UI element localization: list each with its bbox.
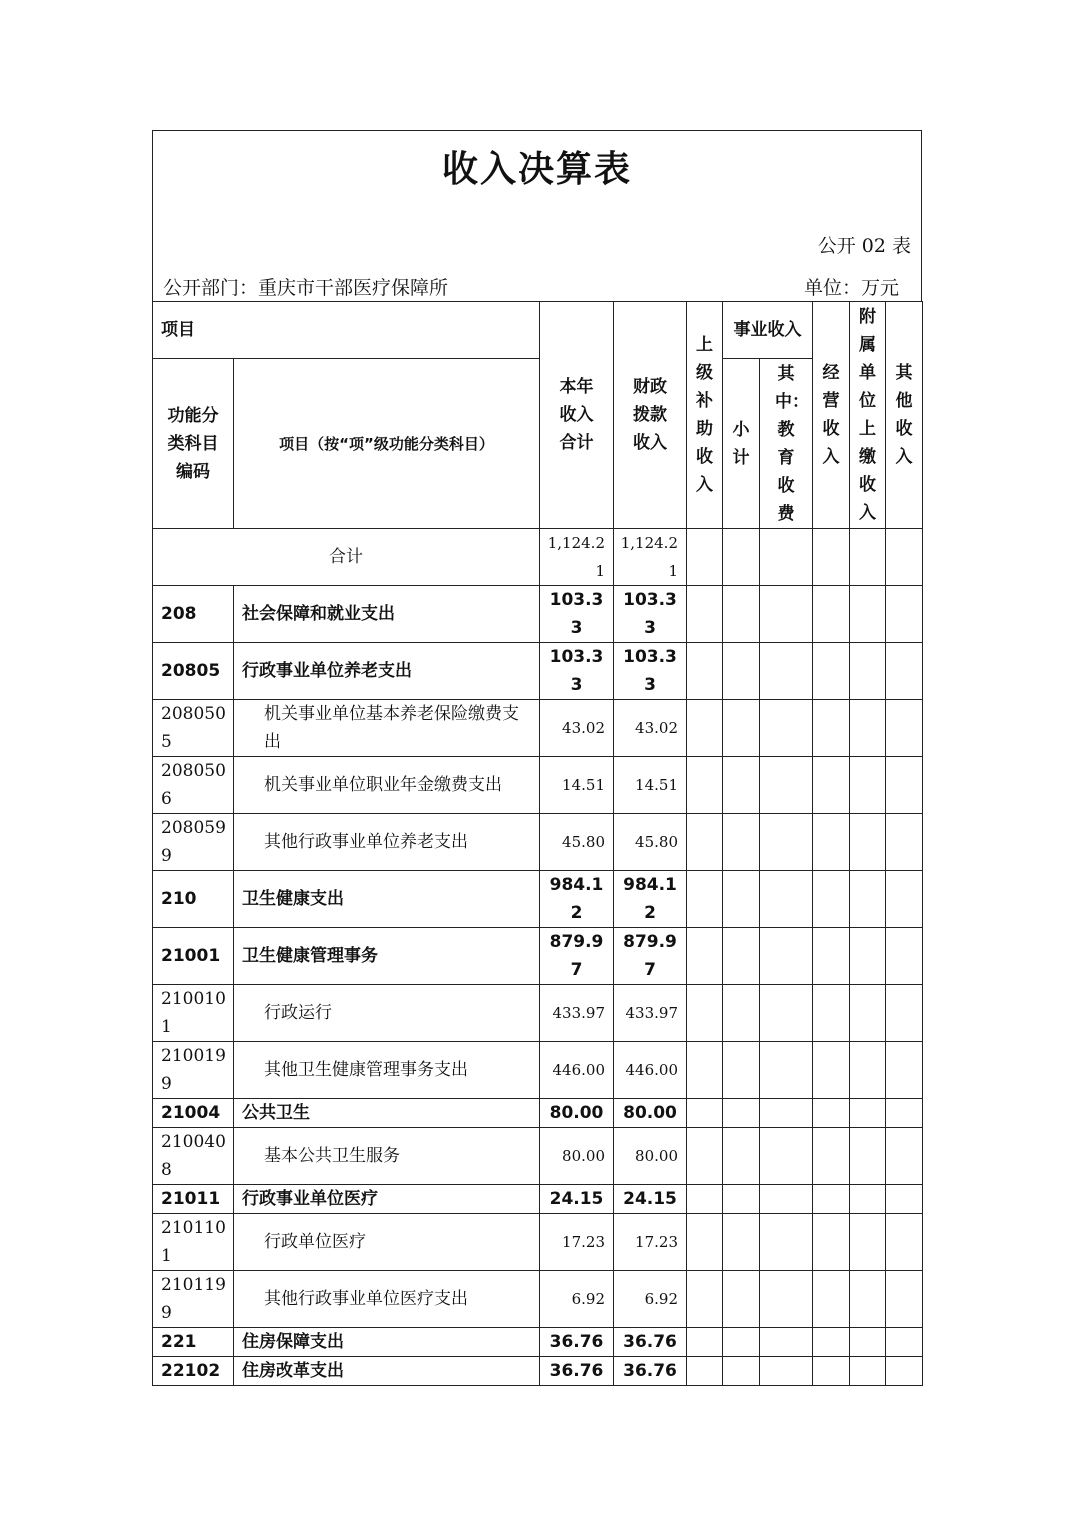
row-fiscal: 80.00 [614, 1099, 687, 1128]
empty-cell [850, 757, 886, 814]
empty-cell [813, 1214, 850, 1271]
row-total: 984.12 [540, 871, 614, 928]
empty-cell [886, 643, 923, 700]
row-fiscal: 103.33 [614, 643, 687, 700]
empty-cell [687, 586, 723, 643]
header-other-income: 其他收入 [886, 302, 923, 529]
table-row [153, 1042, 923, 1099]
row-total: 36.76 [540, 1328, 614, 1357]
empty-cell [813, 1328, 850, 1357]
row-fiscal: 17.23 [614, 1214, 687, 1271]
empty-cell [850, 700, 886, 757]
empty-cell [760, 814, 813, 871]
table-row [153, 586, 923, 643]
table-body [153, 586, 923, 1386]
empty-cell [850, 871, 886, 928]
empty-cell [687, 1271, 723, 1328]
empty-cell [886, 928, 923, 985]
table-row [153, 1185, 923, 1214]
row-total: 446.00 [540, 1042, 614, 1099]
row-fiscal: 446.00 [614, 1042, 687, 1099]
empty-cell [813, 1042, 850, 1099]
row-name: 住房保障支出 [234, 1328, 540, 1357]
empty-cell [723, 586, 760, 643]
row-name: 其他卫生健康管理事务支出 [234, 1042, 540, 1099]
row-total: 24.15 [540, 1185, 614, 1214]
row-total: 80.00 [540, 1099, 614, 1128]
row-code: 22102 [153, 1357, 234, 1386]
table-row [153, 1357, 923, 1386]
header-education-fees: 其中：教育收费 [760, 359, 813, 529]
empty-cell [723, 1185, 760, 1214]
empty-cell [850, 1128, 886, 1185]
empty-cell [723, 1357, 760, 1386]
empty-cell [813, 1099, 850, 1128]
row-total: 879.97 [540, 928, 614, 985]
row-name: 机关事业单位职业年金缴费支出 [234, 757, 540, 814]
empty-cell [723, 643, 760, 700]
empty-cell [687, 757, 723, 814]
table-row [153, 700, 923, 757]
empty-cell [723, 1128, 760, 1185]
empty-cell [850, 1271, 886, 1328]
empty-cell [687, 1185, 723, 1214]
empty-cell [760, 1099, 813, 1128]
row-code: 210 [153, 871, 234, 928]
empty-cell [760, 1357, 813, 1386]
empty-cell [886, 1214, 923, 1271]
table-row [153, 1271, 923, 1328]
row-name: 行政事业单位医疗 [234, 1185, 540, 1214]
row-name: 卫生健康管理事务 [234, 928, 540, 985]
row-total: 6.92 [540, 1271, 614, 1328]
empty-cell [850, 985, 886, 1042]
empty-cell [886, 586, 923, 643]
empty-cell [886, 1271, 923, 1328]
empty-cell [850, 1357, 886, 1386]
total-label: 合计 [153, 529, 540, 586]
row-fiscal: 36.76 [614, 1357, 687, 1386]
empty-cell [760, 1042, 813, 1099]
empty-cell [886, 757, 923, 814]
header-affiliate-income: 附属单位上缴收入 [850, 302, 886, 529]
total-fiscal-value: 1,124.21 [614, 529, 687, 586]
header-fiscal-income: 财政拨款收入 [614, 302, 687, 529]
header-subtotal: 小计 [723, 359, 760, 529]
table-row [153, 643, 923, 700]
table-row [153, 871, 923, 928]
header-project: 项目 [153, 302, 540, 359]
empty-cell [760, 1271, 813, 1328]
empty-cell [723, 871, 760, 928]
empty-cell [723, 814, 760, 871]
empty-cell [723, 1099, 760, 1128]
empty-cell [886, 985, 923, 1042]
row-name: 机关事业单位基本养老保险缴费支出 [234, 700, 540, 757]
empty-cell [886, 700, 923, 757]
row-code: 20805 [153, 643, 234, 700]
header-function-code: 功能分类科目编码 [153, 359, 234, 529]
empty-cell [760, 757, 813, 814]
row-code: 2100408 [153, 1128, 234, 1185]
empty-cell [886, 1357, 923, 1386]
header-superior-subsidy: 上级补助收入 [687, 302, 723, 529]
row-code: 208 [153, 586, 234, 643]
row-code: 221 [153, 1328, 234, 1357]
sheet-header [152, 130, 922, 301]
empty-cell [687, 1357, 723, 1386]
row-code: 2100199 [153, 1042, 234, 1099]
empty-cell [687, 1128, 723, 1185]
empty-cell [760, 985, 813, 1042]
empty-cell [886, 814, 923, 871]
row-name: 基本公共卫生服务 [234, 1128, 540, 1185]
form-number: 公开 02 表 [817, 235, 911, 257]
row-fiscal: 43.02 [614, 700, 687, 757]
row-code: 21001 [153, 928, 234, 985]
empty-cell [687, 871, 723, 928]
row-total: 17.23 [540, 1214, 614, 1271]
table-row [153, 1099, 923, 1128]
empty-cell [760, 1214, 813, 1271]
row-total: 80.00 [540, 1128, 614, 1185]
empty-cell [760, 586, 813, 643]
table-row [153, 757, 923, 814]
empty-cell [760, 1128, 813, 1185]
empty-cell [687, 643, 723, 700]
empty-cell [886, 1099, 923, 1128]
row-code: 2080505 [153, 700, 234, 757]
empty-cell [687, 814, 723, 871]
row-code: 2080599 [153, 814, 234, 871]
empty-cell [813, 928, 850, 985]
income-table [152, 301, 923, 1386]
empty-cell [850, 586, 886, 643]
table-row [153, 928, 923, 985]
empty-cell [813, 1128, 850, 1185]
empty-cell [850, 928, 886, 985]
row-total: 103.33 [540, 586, 614, 643]
row-fiscal: 433.97 [614, 985, 687, 1042]
empty-cell [760, 643, 813, 700]
row-code: 2101199 [153, 1271, 234, 1328]
empty-cell [813, 1357, 850, 1386]
unit-label: 单位：万元 [803, 277, 899, 299]
row-name: 其他行政事业单位养老支出 [234, 814, 540, 871]
empty-cell [723, 1271, 760, 1328]
empty-cell [687, 1099, 723, 1128]
row-code: 21004 [153, 1099, 234, 1128]
empty-cell [886, 1042, 923, 1099]
empty-cell [850, 1042, 886, 1099]
row-total: 103.33 [540, 643, 614, 700]
empty-cell [723, 985, 760, 1042]
empty-cell [850, 1185, 886, 1214]
empty-cell [723, 1214, 760, 1271]
row-name: 卫生健康支出 [234, 871, 540, 928]
empty-cell [723, 757, 760, 814]
empty-cell [850, 814, 886, 871]
row-total: 14.51 [540, 757, 614, 814]
header-total-income: 本年收入合计 [540, 302, 614, 529]
empty-cell [723, 1328, 760, 1357]
empty-cell [813, 700, 850, 757]
table-row [153, 1214, 923, 1271]
row-total: 43.02 [540, 700, 614, 757]
empty-cell [687, 1214, 723, 1271]
row-fiscal: 6.92 [614, 1271, 687, 1328]
row-code: 2101101 [153, 1214, 234, 1271]
row-fiscal: 24.15 [614, 1185, 687, 1214]
empty-cell [687, 1042, 723, 1099]
empty-cell [886, 1328, 923, 1357]
header-operating-income: 经营收入 [813, 302, 850, 529]
total-row [153, 529, 923, 586]
empty-cell [687, 928, 723, 985]
row-total: 45.80 [540, 814, 614, 871]
empty-cell [850, 1214, 886, 1271]
empty-cell [723, 700, 760, 757]
empty-cell [850, 643, 886, 700]
empty-cell [850, 1328, 886, 1357]
row-total: 433.97 [540, 985, 614, 1042]
row-fiscal: 879.97 [614, 928, 687, 985]
empty-cell [760, 928, 813, 985]
empty-cell [760, 1328, 813, 1357]
empty-cell [813, 871, 850, 928]
row-name: 其他行政事业单位医疗支出 [234, 1271, 540, 1328]
empty-cell [886, 871, 923, 928]
row-total: 36.76 [540, 1357, 614, 1386]
empty-cell [723, 1042, 760, 1099]
row-fiscal: 36.76 [614, 1328, 687, 1357]
table-row [153, 1328, 923, 1357]
empty-cell [760, 871, 813, 928]
header-item-name: 项目（按“项”级功能分类科目） [234, 359, 540, 529]
empty-cell [813, 814, 850, 871]
row-name: 行政运行 [234, 985, 540, 1042]
page-title: 收入决算表 [441, 149, 632, 190]
empty-cell [886, 1185, 923, 1214]
row-name: 公共卫生 [234, 1099, 540, 1128]
header-business-income: 事业收入 [723, 302, 813, 359]
department-label: 公开部门：重庆市干部医疗保障所 [163, 277, 449, 299]
row-name: 住房改革支出 [234, 1357, 540, 1386]
row-name: 行政单位医疗 [234, 1214, 540, 1271]
row-name: 社会保障和就业支出 [234, 586, 540, 643]
empty-cell [886, 1128, 923, 1185]
empty-cell [760, 700, 813, 757]
total-income-value: 1,124.21 [540, 529, 614, 586]
empty-cell [760, 1185, 813, 1214]
table-row [153, 814, 923, 871]
empty-cell [687, 700, 723, 757]
row-code: 21011 [153, 1185, 234, 1214]
row-fiscal: 103.33 [614, 586, 687, 643]
row-code: 2080506 [153, 757, 234, 814]
empty-cell [813, 1185, 850, 1214]
row-code: 2100101 [153, 985, 234, 1042]
row-fiscal: 984.12 [614, 871, 687, 928]
row-fiscal: 80.00 [614, 1128, 687, 1185]
income-statement-sheet [152, 130, 922, 1386]
empty-cell [813, 1271, 850, 1328]
empty-cell [813, 643, 850, 700]
empty-cell [813, 985, 850, 1042]
row-name: 行政事业单位养老支出 [234, 643, 540, 700]
empty-cell [687, 1328, 723, 1357]
row-fiscal: 45.80 [614, 814, 687, 871]
empty-cell [687, 985, 723, 1042]
empty-cell [813, 586, 850, 643]
empty-cell [813, 757, 850, 814]
empty-cell [723, 928, 760, 985]
table-row [153, 985, 923, 1042]
table-row [153, 1128, 923, 1185]
empty-cell [850, 1099, 886, 1128]
row-fiscal: 14.51 [614, 757, 687, 814]
